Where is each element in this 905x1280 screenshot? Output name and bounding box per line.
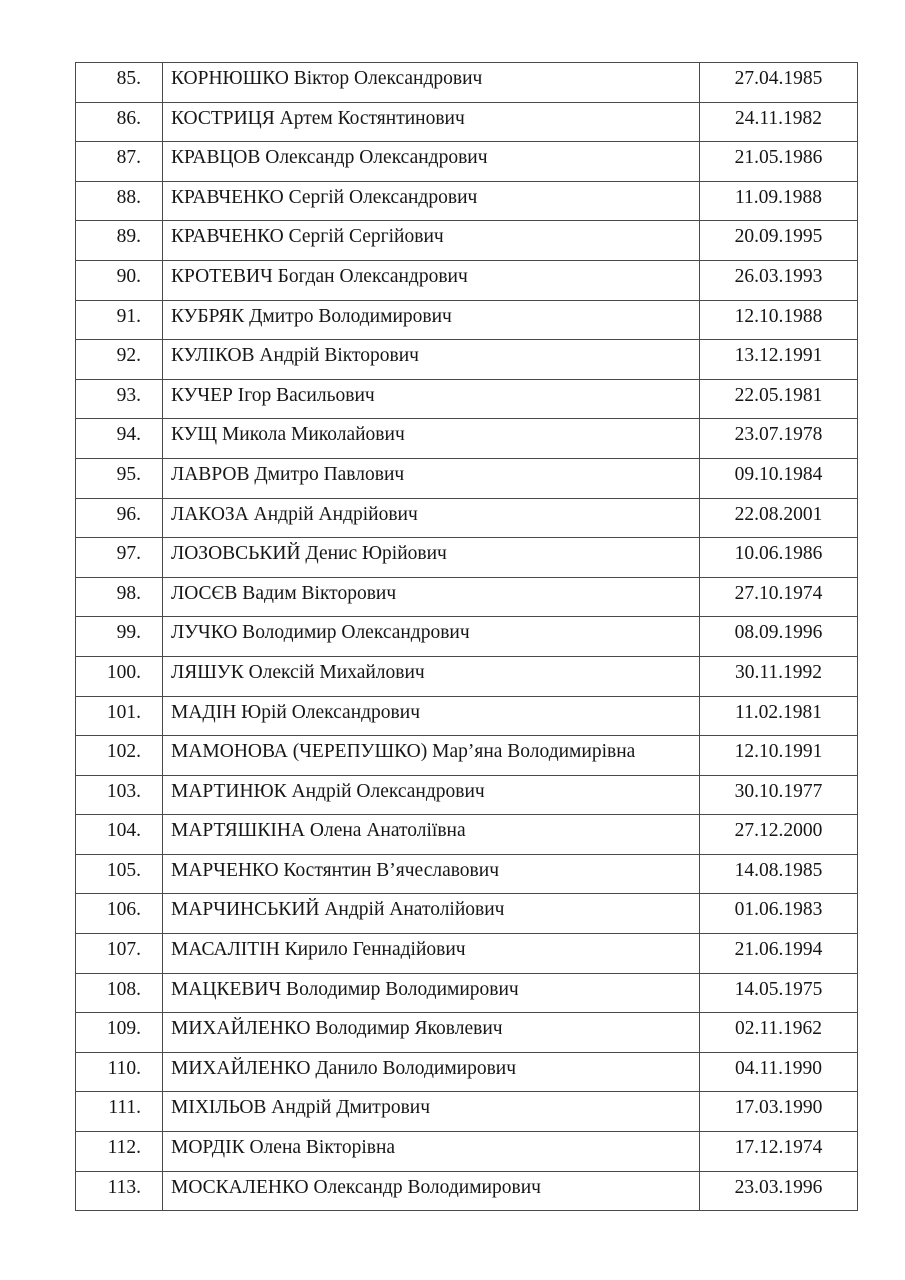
- birth-date-cell: 26.03.1993: [700, 260, 858, 300]
- row-number-cell: 98.: [76, 577, 163, 617]
- row-number-cell: 87.: [76, 142, 163, 182]
- row-number-cell: 111.: [76, 1092, 163, 1132]
- birth-date-cell: 09.10.1984: [700, 458, 858, 498]
- table-row: [76, 696, 858, 736]
- table-row: [76, 973, 858, 1013]
- full-name-cell: МОСКАЛЕНКО Олександр Володимирович: [163, 1171, 700, 1211]
- table-row: [76, 379, 858, 419]
- full-name-cell: КРОТЕВИЧ Богдан Олександрович: [163, 260, 700, 300]
- full-name-cell: МАЦКЕВИЧ Володимир Володимирович: [163, 973, 700, 1013]
- birth-date-cell: 20.09.1995: [700, 221, 858, 261]
- table-row: [76, 260, 858, 300]
- full-name-cell: МАДІН Юрій Олександрович: [163, 696, 700, 736]
- row-number-cell: 103.: [76, 775, 163, 815]
- row-number-cell: 113.: [76, 1171, 163, 1211]
- personnel-table-body: [76, 63, 858, 1211]
- full-name-cell: МАРЧИНСЬКИЙ Андрій Анатолійович: [163, 894, 700, 934]
- birth-date-cell: 17.03.1990: [700, 1092, 858, 1132]
- row-number-cell: 107.: [76, 934, 163, 974]
- table-row: [76, 181, 858, 221]
- birth-date-cell: 04.11.1990: [700, 1052, 858, 1092]
- table-row: [76, 894, 858, 934]
- birth-date-cell: 22.08.2001: [700, 498, 858, 538]
- birth-date-cell: 12.10.1988: [700, 300, 858, 340]
- table-row: [76, 458, 858, 498]
- row-number-cell: 88.: [76, 181, 163, 221]
- row-number-cell: 109.: [76, 1013, 163, 1053]
- table-row: [76, 340, 858, 380]
- full-name-cell: КОРНЮШКО Віктор Олександрович: [163, 63, 700, 103]
- birth-date-cell: 30.11.1992: [700, 656, 858, 696]
- table-row: [76, 63, 858, 103]
- table-row: [76, 498, 858, 538]
- full-name-cell: МОРДІК Олена Вікторівна: [163, 1132, 700, 1172]
- full-name-cell: КУЛІКОВ Андрій Вікторович: [163, 340, 700, 380]
- birth-date-cell: 02.11.1962: [700, 1013, 858, 1053]
- table-row: [76, 1171, 858, 1211]
- full-name-cell: ЛОЗОВСЬКИЙ Денис Юрійович: [163, 538, 700, 578]
- birth-date-cell: 14.08.1985: [700, 854, 858, 894]
- full-name-cell: ЛУЧКО Володимир Олександрович: [163, 617, 700, 657]
- table-row: [76, 617, 858, 657]
- birth-date-cell: 23.03.1996: [700, 1171, 858, 1211]
- row-number-cell: 95.: [76, 458, 163, 498]
- row-number-cell: 104.: [76, 815, 163, 855]
- row-number-cell: 112.: [76, 1132, 163, 1172]
- table-row: [76, 775, 858, 815]
- birth-date-cell: 10.06.1986: [700, 538, 858, 578]
- table-row: [76, 577, 858, 617]
- row-number-cell: 100.: [76, 656, 163, 696]
- birth-date-cell: 27.12.2000: [700, 815, 858, 855]
- row-number-cell: 92.: [76, 340, 163, 380]
- full-name-cell: МАСАЛІТІН Кирило Геннадійович: [163, 934, 700, 974]
- full-name-cell: МАРЧЕНКО Костянтин В’ячеславович: [163, 854, 700, 894]
- full-name-cell: МАМОНОВА (ЧЕРЕПУШКО) Мар’яна Володимирівна: [163, 736, 700, 776]
- row-number-cell: 106.: [76, 894, 163, 934]
- birth-date-cell: 21.05.1986: [700, 142, 858, 182]
- row-number-cell: 93.: [76, 379, 163, 419]
- row-number-cell: 90.: [76, 260, 163, 300]
- full-name-cell: МАРТИНЮК Андрій Олександрович: [163, 775, 700, 815]
- full-name-cell: КУЧЕР Ігор Васильович: [163, 379, 700, 419]
- birth-date-cell: 08.09.1996: [700, 617, 858, 657]
- row-number-cell: 94.: [76, 419, 163, 459]
- birth-date-cell: 14.05.1975: [700, 973, 858, 1013]
- table-row: [76, 656, 858, 696]
- row-number-cell: 91.: [76, 300, 163, 340]
- table-row: [76, 815, 858, 855]
- table-row: [76, 1013, 858, 1053]
- birth-date-cell: 30.10.1977: [700, 775, 858, 815]
- birth-date-cell: 12.10.1991: [700, 736, 858, 776]
- birth-date-cell: 24.11.1982: [700, 102, 858, 142]
- full-name-cell: ЛАКОЗА Андрій Андрійович: [163, 498, 700, 538]
- full-name-cell: КОСТРИЦЯ Артем Костянтинович: [163, 102, 700, 142]
- birth-date-cell: 13.12.1991: [700, 340, 858, 380]
- full-name-cell: МІХІЛЬОВ Андрій Дмитрович: [163, 1092, 700, 1132]
- table-row: [76, 102, 858, 142]
- table-row: [76, 934, 858, 974]
- table-row: [76, 1132, 858, 1172]
- table-row: [76, 300, 858, 340]
- full-name-cell: КУБРЯК Дмитро Володимирович: [163, 300, 700, 340]
- row-number-cell: 110.: [76, 1052, 163, 1092]
- full-name-cell: МАРТЯШКІНА Олена Анатоліївна: [163, 815, 700, 855]
- full-name-cell: ЛЯШУК Олексій Михайлович: [163, 656, 700, 696]
- table-row: [76, 142, 858, 182]
- birth-date-cell: 23.07.1978: [700, 419, 858, 459]
- row-number-cell: 102.: [76, 736, 163, 776]
- table-row: [76, 736, 858, 776]
- table-row: [76, 854, 858, 894]
- table-row: [76, 419, 858, 459]
- table-row: [76, 1092, 858, 1132]
- birth-date-cell: 17.12.1974: [700, 1132, 858, 1172]
- row-number-cell: 96.: [76, 498, 163, 538]
- table-row: [76, 221, 858, 261]
- full-name-cell: МИХАЙЛЕНКО Данило Володимирович: [163, 1052, 700, 1092]
- table-row: [76, 538, 858, 578]
- table-row: [76, 1052, 858, 1092]
- row-number-cell: 85.: [76, 63, 163, 103]
- birth-date-cell: 27.04.1985: [700, 63, 858, 103]
- full-name-cell: КРАВЦОВ Олександр Олександрович: [163, 142, 700, 182]
- row-number-cell: 108.: [76, 973, 163, 1013]
- birth-date-cell: 01.06.1983: [700, 894, 858, 934]
- full-name-cell: КРАВЧЕНКО Сергій Сергійович: [163, 221, 700, 261]
- birth-date-cell: 22.05.1981: [700, 379, 858, 419]
- full-name-cell: КУЩ Микола Миколайович: [163, 419, 700, 459]
- row-number-cell: 99.: [76, 617, 163, 657]
- row-number-cell: 101.: [76, 696, 163, 736]
- personnel-table: [75, 62, 858, 1211]
- full-name-cell: МИХАЙЛЕНКО Володимир Яковлевич: [163, 1013, 700, 1053]
- full-name-cell: КРАВЧЕНКО Сергій Олександрович: [163, 181, 700, 221]
- birth-date-cell: 21.06.1994: [700, 934, 858, 974]
- row-number-cell: 97.: [76, 538, 163, 578]
- row-number-cell: 105.: [76, 854, 163, 894]
- row-number-cell: 86.: [76, 102, 163, 142]
- row-number-cell: 89.: [76, 221, 163, 261]
- full-name-cell: ЛОСЄВ Вадим Вікторович: [163, 577, 700, 617]
- full-name-cell: ЛАВРОВ Дмитро Павлович: [163, 458, 700, 498]
- birth-date-cell: 11.02.1981: [700, 696, 858, 736]
- birth-date-cell: 27.10.1974: [700, 577, 858, 617]
- birth-date-cell: 11.09.1988: [700, 181, 858, 221]
